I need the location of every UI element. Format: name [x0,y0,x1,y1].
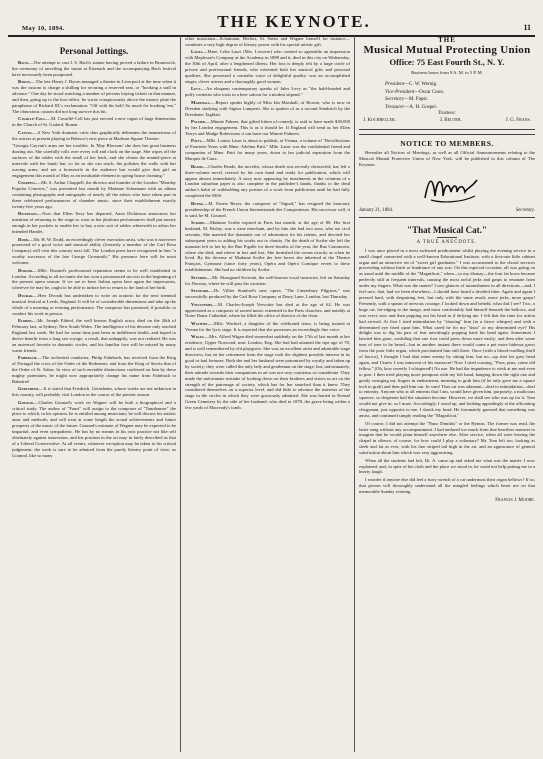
trustees-label: Trustees: [437,111,457,116]
jotting-entry [12,386,176,398]
column-personal-jottings [12,36,176,460]
jotting-lead: Wigan. [191,334,205,340]
officer-row [359,81,535,89]
officer-separator: — [414,89,420,95]
signature-image [421,170,481,206]
notice-date: January 21, 1884. [359,207,394,213]
officer-separator: — [403,97,409,102]
jotting-text: —The orchestral conductor, Philip Fahrbach, has received from the King of Portugal the cross of the Order of the Redeemer, and from the King of Servia that of the Order of St. Sabas. In view of such enviable distinctions conferred on him by these mighty potentates, he might now appropriately change his name from Fahrbach to Bahnfrei! [12,355,176,384]
union-the: THE [438,36,456,44]
jotting-lead: Bach. [18,60,29,65]
jotting-text: —Mr. H. W. Dodd, an exceedingly clever execution artist, who was it moreover possessed of a good voice and musical ability (formerly a member of the Carl Rosa Company) will visit this country next fall. The London press have recognized in him "a worthy successor of the late George Grossmith." His presence here will be most welcome. [12,236,176,266]
jotting-lead: Lauri. [191,49,203,55]
officer-role: President [385,82,404,87]
jotting-text: —The late Henry J. Byron managed a theatre in Liverpool at the time when it was the custom to charge a shilling for securing a reserved seat, or "booking a stall in advance." One day he stood watching a number of persons buying tickets in that manner, and then, going up to the box-office, he wrote conspicuously above the money plate the paraphrase of Richard III.'s exclamation: "Off with his bob! So much for booking 'em." The obnoxious custom did not long survive this hit. [12,79,176,114]
story-title: "That Musical Cat." [407,224,487,235]
jotting-text: —Mrs. Alfred Wigan died somewhat suddenly on the 17th of last month at her residence, Upper Norwood, near London, Eng. She had had attained the ripe age of 78, and is well remembered by old playgoers. She was an excellent artist and admirable stage directress, but on her retirement from the stage took the slightest possible interest in its good or bad fortunes. Both she and her husband were patronized by royalty and taken up by society; they were called the only lady and gentleman on the stage; but, unfortunately, their attitude towards their companions in art was not very courteous or considerate. They made the unfortunate mistake of looking down on their brothers and sisters in art on the strength of the patronage of society, which has for her snatched than it knew. They considered themselves on a superior level, and did little to advance the interests of the stage in the circles in which they were graciously admitted. She was buried in Kensal Green Cemetery by the side of her husband, who died in 1878, the grave being within a few yards of Macready's tomb. [185,334,350,411]
jotting-lead: Fahrbach. [18,355,38,361]
jotting-entry [185,100,350,118]
jotting-text: —Mr. Skougaard Severini, the well-known vocal instructor, left on Saturday for Norway, where he will pass his vacation. [185,274,350,286]
jotting-text: —Mile. Wachtel, a daughter of the celebrated tenor, is being trained at Vienna for the lyric stage. It is reported that she possesses an exceedingly fine voice. [185,320,350,332]
jotting-lead: Durand. [18,267,34,273]
jotting-text: other musicians—Schumann, Berlioz, St. Saens and Wagner himself for instance—combines a very high degree of literary power with his special artistic gift. [185,36,350,47]
jotting-text: —Mr. S. Arthur Chappell, the director and founder of the London "Monday Popular Concerts," was presented last month by Madame Schumann with an album containing photographs and autographs of nearly all the artists who have taken part in these celebrated performances of chamber music, since their establishment exactly twenty-five years ago. [12,180,176,209]
issue-date: May 10, 1894. [22,25,65,32]
jotting-entry [185,288,350,300]
officer-row [359,104,535,112]
story-author: Francis J. Moore. [495,497,535,503]
jotting-lead: Gounod. [18,399,34,405]
jotting-lead: Vieuxtemps. [191,301,214,307]
officer-separator: — [404,104,410,110]
jotting-entry [12,237,176,267]
jotting-entry [12,400,176,459]
jotting-text: —An eloquent contemporary speaks of Jules Levy as "the bald-headed and puffy cornetist who toots in a beer saloon for a modest stipend." [185,86,350,98]
jotting-text: —Charles Reade, the novelist, whose death was recently chronicled, has left a three-volume novel, revised by his own hand and ready for publication, which will appear almost immediately. A story now appearing by instalments in the columns of a London suburban paper is also complete in the publisher's hands, thanks to the dead author's habit of withholding any portion of a work from publication until he had fully completed the MSS. [185,163,350,199]
jotting-entry [185,119,350,137]
column-rule [180,36,181,752]
officer-name: C. W. Wernig. [408,82,438,87]
officer-row [359,96,535,104]
officer-row [359,89,535,97]
jotting-lead: Marshall. [191,99,211,105]
jotting-lead: Dvorak. [18,292,34,298]
jotting-entry [185,201,350,219]
jotting-entry [185,86,350,98]
jotting-lead: Eldred. [18,318,33,324]
jotting-lead: Levy. [191,86,202,92]
union-name: Musical Mutual Protecting Union [363,44,531,56]
jotting-lead: Gerusheim. [18,386,40,392]
jotting-lead: Stanford. [191,288,210,294]
jotting-lead: Reade. [191,163,204,169]
union-advertisement [359,36,535,130]
story-paragraph: I was once placed in a most awkward predicament whilst playing the evening service in a small chapel connected with a well-known Educational Institute, with a first-rate little cabinet organ and an attractive set of "sweet girl graduates." I was accustomed to the choral services proceeding without hitch or hindrance of any sort. On this especial occasion, all was going on as usual until the middle of the "Magnificat," when—to my dismay—the four fat bows became perfectly stiff at frequent intervals, causing the most awful jerks and gasps to emanate from under my fingers. What was the matter? I saw glances of astonishment in all directions—and, I feel sure, that, had we been elsewhere—I should have heard a decided titter. Again and again I pressed hard, with despairing feet, but only with the same result; more jerks, more gasps! Presently, with a spasm of nervous courage, I looked down and beheld, what did I see? Two, a huge cat, fat-edging to the image, and most comfortably had himself beneath the bellows, and was every now and then popping out his head as if defying me. I felt that the time for action had arrived. At first I tried intimidation by "shooing" him (in a fierce whisper) and with a determined eye fixed upon him. What cared he for my "shoo" or my determined eye? His delight was to dig his paw of fear unwittingly popping back his head again. Sometimes I lancied him gone, confiding that one foot could press down more easily; and then after some tens of tone to be heard—but in another instant there would come a pet more hideous gross from the poor little organ, which proclaimed him still there. Once (with a blood-curdling thrill of horror), I thought I had shut mine enemy by sitting him, but no—up shot his grey head again, and I knew I was innocent of his massacre! Now I tried coaxing, "Puss, puss, come old fellow," (Oh, how sweetly I whispered!) No use. He had the impudence to wink at me and even to purr. I then tried playing more pompous with my left hand, hanging down the right one and gently swinging my fingers in endearment, meaning to grab him (if he only gave me a square inch to grab) and then pull him out. In vain! That cat was adamant—deaf to intimidation—deaf to entreaty. Anyone who at all entreats that I am, would have given him, purposely, a malicious squeeze, so desperate had the situation become. However, we shall see who was up for it. Tom would not give in, so I must. Accordingly, I stood up, and looking appealingly at the officiating clergyman, just opposite to me, I shook my head. He fortunately guessed that something was amiss, and continued simply reading the "Magnificat." [359,247,535,419]
officer-role: Treasurer [385,104,405,110]
jotting-entry [185,138,350,162]
jotting-lead: Reyer. [191,200,204,206]
newspaper-page [8,6,535,754]
jotting-entry [12,293,176,317]
jotting-entry [12,143,176,178]
columns [8,36,535,752]
jotting-entry [12,211,176,235]
jotting-lead: Chappell. [18,180,37,186]
union-hours: Business hours from 9 A. M. to 5 P. M. [411,70,483,75]
jotting-text: —Dr. Villier Stanford's new opera, "The Canterbury Pilgrims," was successfully produced by the Carl Rosa Company at Drury Lane, London, last Thursday. [185,288,350,300]
jotting-lead: Scrobe. [191,220,206,226]
column-rule [354,36,355,752]
jotting-lead: Wachtel. [191,320,210,326]
story-body [359,248,535,495]
jotting-entry [12,60,176,78]
officer-name: Oscar Coon. [419,89,445,95]
jotting-text: "Georgia Cayvan's arms are her troubles. In 'May Blossom' she does her great business dusting out. She carefully rolls over every roll and clack on the stage. She wipes off the surfaces of the tables with the small of her back, and she cleans the mantel-piece at intervals with her hand; but, so far as she can reach, the polishes the walls with her waving arms; and not a housewife in the audience but would give that girl an engagement this month of May as an invaluable element in spring house cleaning." [12,143,176,178]
jotting-lead: Palmer. [191,119,207,125]
story-paragraph: I wonder if anyone else did feel a furry wretch of a cat undermost their organ bellows? If so, that person will thoroughly understand all the mingled feelings which beset me on that memorable Sunday evening. [359,476,535,494]
jotting-text: —Now that Ellen Terry has departed, Anna Dickinson announces her intention of returning to the stage so soon as her platform performances shall put money enough in her pockets to enable her to buy a new suit of sables wherewith to adorn her intended Hamlet. [12,211,176,235]
jotting-entry [185,321,350,333]
jotting-lead: Cavaillé-Coll. [18,116,47,122]
personal-entries-continued [185,36,350,411]
jotting-text: —It is stated that Friedrich, Gernsheim, whose works are not unknown in this country, will probably visit London in the course of the present season. [12,386,176,398]
union-officers [359,81,535,111]
jotting-text: —Mlle. Louise Lauw is about to publish, at Vienna, a volume of "Recollections of Fourteen Years with Mme. Adelina Patti." Mlle. Lauw was the confidential friend and companion of Mme. Patti for many years, down to her judicial separation from the Marquis de Caux. [185,138,350,162]
jotting-entry [12,180,176,210]
officer-separator: — [403,82,409,87]
notice-footer [359,208,535,218]
jotting-entry [12,116,176,128]
union-office: Office: 75 East Fourth St., N. Y. [389,57,505,67]
jotting-entry [185,334,350,411]
jotting-entry [185,36,350,48]
jotting-text: —A New York dramatic critic thus graphically delineates the mannerisms of the actress at present playing in Belasco's new piece at Madison Square Theatre: [12,129,176,141]
jotting-lead: Patti. [191,138,203,144]
jotting-text: —Mr. Joseph Eldred, the well known English actor, died on the 26th of February last, at Sydney, New South Wales. The intelligence of his decease only reached England last week. He had for some time past been in indifferent health, and hoped to derive benefit from a long sea voyage, a result, that unhappily, was not realized. He was an universal favorite in dramatic circles, and his familiar face will be missed by many warm friends. [12,318,176,353]
officer-name: M. Papst. [408,97,429,102]
jotting-text: —The attempt to cast J. S. Bach's statute having proved a failure in Brunswick, the ceremony of unveiling the statue at Eisenach and the accompanying Bach festival have necessarily been postponed. [12,60,176,77]
trustees-list [359,116,535,126]
masthead [8,6,535,37]
jotting-entry [185,302,350,320]
notice-secretary: Secretary. [515,207,535,213]
notice-heading: NOTICE TO MEMBERS. [359,134,535,148]
trustee-name: J. G. Frans. [505,118,531,123]
page-number: 11 [523,23,531,32]
jotting-text: —M. Charles-Joseph Vervoitte has died at the age of 62. He was appreciated as a composer of sacred music esteemed in the Paris churches, and notably at Notre Dame Cathedral, where he filled the office of director of the choir. [185,301,350,319]
jotting-entry [12,268,176,292]
personal-entries [12,60,176,459]
jotting-text: —Report speaks highly of Miss Ida Marshall, of Boston, who is now in Dresden studying with Signor Lamperti. She is spoken of as a second Sembrich by the Dresdener Tagblatt. [185,99,350,117]
officer-role: Vice-President [385,89,415,95]
jotting-text: —Charles Gounod's work on Wagner will be both a biographical and a critical study. The author of "Faust" will assign to the composer of "Tannhauser" the place to which, in his opinion, he is entitled among musicians; he will discuss his artistic aims and methods; and will treat at some length the actual achievements and future prospects of the music of the future. Gounod's estimate of Wagner may be expected to be impartial, and even sympathetic. He has by no means in his own practice not like self obstinately against innovation, and his position in the art may in fairly described as that of a Liberal Conservative. At all events, whatever exception may be taken to his critical judgement, the work is sure to be admired from the purely literary point of view; as Gounod, like so many [12,399,176,458]
jotting-entry [12,79,176,114]
newspaper-title: THE KEYNOTE. [217,12,371,31]
jotting-text: —M. Cavaillé-Coll has just erected a new organ of large dimensions in the Church of St. Godard, Rouen. [12,116,176,128]
notice-text: Hereafter all Notices of Meetings, as well as all Official Announcements relating to the Musical Mutual Protective Union of New York, will be published in this column of The Keynote. [359,150,535,167]
jotting-lead: Catvan. [18,129,33,135]
jotting-entry [185,164,350,199]
jotting-entry [12,355,176,385]
jotting-lead: Dodd. [18,236,30,242]
jotting-text: —Herr Dvorak has undertaken to write an oratorio for the next triennial musical festival at Leeds, England. It will be of considerable dimensions and take up the whole of a morning or evening performance. The composer has promised, if possible, to conduct his work in person. [12,292,176,316]
jotting-text: —Madame Scribe expired in Paris last month, at the age of 88. Her first husband, M. Biolay, was a wine merchant, and by him she had two sons, who are civil servants. She married the dramatist out of admiration for his talents, and devoted her subsequent years to adding his works out to charity. On the death of Scribe she left the mansion left to her by the Rue Pigalle for three-fourths of the year, the Rue Castancoin, where she died, and where in fact and lost. She furnished the rooms exactly as when he lived. By the decease of Madame Scribe the free boxes she inherited at the Theatre Français, Gymnase (since forty years), Opéra and Opéra Comique revert to these establishments. She had no children by Scribe. [185,220,350,273]
jotting-entry [12,130,176,142]
jotting-text: —Mme. Lelia Lauri (Mrs. Lowerre) who created so agreeable an impression with Mapleson's Company at the Academy in 1888 and it, died in this city on Wednesday, the 30th of April, after a lengthened illness. Her loss is deeply felt by a large circle of private and professional friends, who esteemed both her musical gifts and personal qualities. She possessed a contralto voice of delightful quality; was an accomplished singer, clever actress and a thoroughly good woman. [185,49,350,84]
signature-area [359,168,535,208]
trustee-name: J. Beuter. [439,118,462,123]
trustee-name: J. Kochbeller. [363,118,396,123]
jotting-lead: Severini. [191,274,208,280]
jotting-entry [185,275,350,287]
jotting-entry [185,49,350,84]
jotting-lead: Byron. [18,79,32,85]
column-personal-continued [185,36,350,413]
story-paragraph: Of course, I did not attempt the "Nunc Dimittis" or the Hymns. The former was read, the latter sung without any accompaniment. I had endured too much from that heartless monster to imagine that he would plant himself anywhere else. After service, when all were leaving the chapel in silence, of course, for how could I play a voluntary? Mr. Tom left too, looking as sleek and fat as ever, with his fine striped tail high in the air, and an appearance of general satisfaction about him which was very aggravating. [359,420,535,456]
story-paragraph: When all the students had left, Dr. A. came up and asked me what was the matter. I now explained, and, in spite of his cloth and the place we stood in, he could not help patting me in a hearty laugh. [359,457,535,475]
jotting-text: —M. Ernest Reyer, the composer of "Sigurd," has resigned the honorary presidentship of the French Union Internationale des Compositeurs. His successor will, it is said, be M. Gounod. [185,200,350,218]
officer-name: A. H. Gospel. [409,104,437,110]
jotting-text: —Mlle. Durand's professional reputation seems to be well established in London. According to all accounts she has won a pronounced success in the beginning of the present opera season. If we are to have Italian opera here again the impresarios, wherever he may be, ought to be able to induce her to return to the land of her birth. [12,267,176,291]
jotting-entry [12,318,176,353]
story-subtitle: A TRUE ANECDOTE. [359,237,535,245]
jotting-text: —Minnie Palmer, that gifted kitten of comedy, is said to have made $30,000 by her London engagement. This is as it should be. If England will send us her Ellen Terrys and Madge Robertsons it can have our Minnie Palmers. [185,119,350,136]
jotting-entry [185,220,350,273]
section-heading: Personal Jottings. [59,46,129,56]
jotting-lead: Dickinson. [18,211,38,217]
officer-role: Secretary [385,97,404,102]
column-union [359,36,535,503]
